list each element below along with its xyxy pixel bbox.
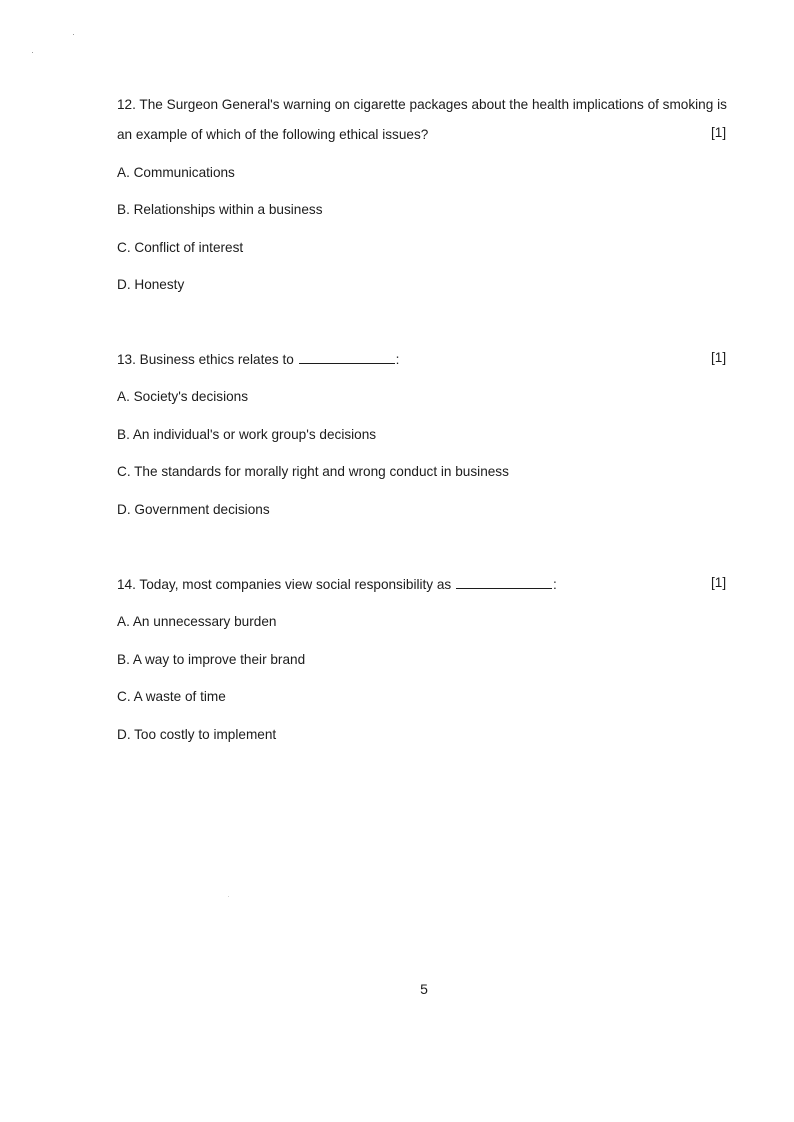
question-12-stem-line-2: an example of which of the following ethical issues?	[117, 127, 429, 142]
question-13-stem-text: 13. Business ethics relates to	[117, 352, 294, 367]
answer-blank	[299, 351, 395, 364]
question-13-marks: [1]	[711, 350, 727, 365]
question-12-option-b: B. Relationships within a business	[117, 202, 323, 217]
question-14-stem	[117, 576, 557, 594]
question-14-stem-text: 14. Today, most companies view social responsibility as	[117, 577, 452, 592]
question-12-marks: [1]	[711, 125, 727, 140]
answer-blank	[456, 576, 552, 589]
scan-speck	[73, 34, 74, 35]
question-13-option-a: A. Society's decisions	[117, 389, 249, 404]
scan-speck	[32, 52, 33, 53]
question-12-option-a: A. Communications	[117, 165, 235, 180]
question-14-stem-colon: :	[553, 577, 557, 592]
question-14-option-c: C. A waste of time	[117, 689, 226, 704]
scan-speck	[228, 896, 229, 897]
question-13-stem-colon: :	[395, 352, 400, 367]
question-12-option-c: C. Conflict of interest	[117, 240, 244, 255]
question-13-option-d: D. Government decisions	[117, 502, 270, 517]
question-12-option-d: D. Honesty	[117, 277, 185, 292]
question-12-stem-line-1: 12. The Surgeon General's warning on cigarette packages about the health implications of smoking is	[117, 97, 727, 112]
question-14-option-b: B. A way to improve their brand	[117, 652, 306, 667]
page-number: 5	[420, 981, 428, 997]
question-13-option-b: B. An individual's or work group's decisions	[117, 427, 377, 442]
question-14-option-d: D. Too costly to implement	[117, 727, 277, 742]
question-13-stem	[117, 351, 399, 369]
question-14-option-a: A. An unnecessary burden	[117, 614, 277, 629]
question-13-option-c: C. The standards for morally right and wrong conduct in business	[117, 464, 509, 479]
question-14-marks: [1]	[711, 575, 727, 590]
